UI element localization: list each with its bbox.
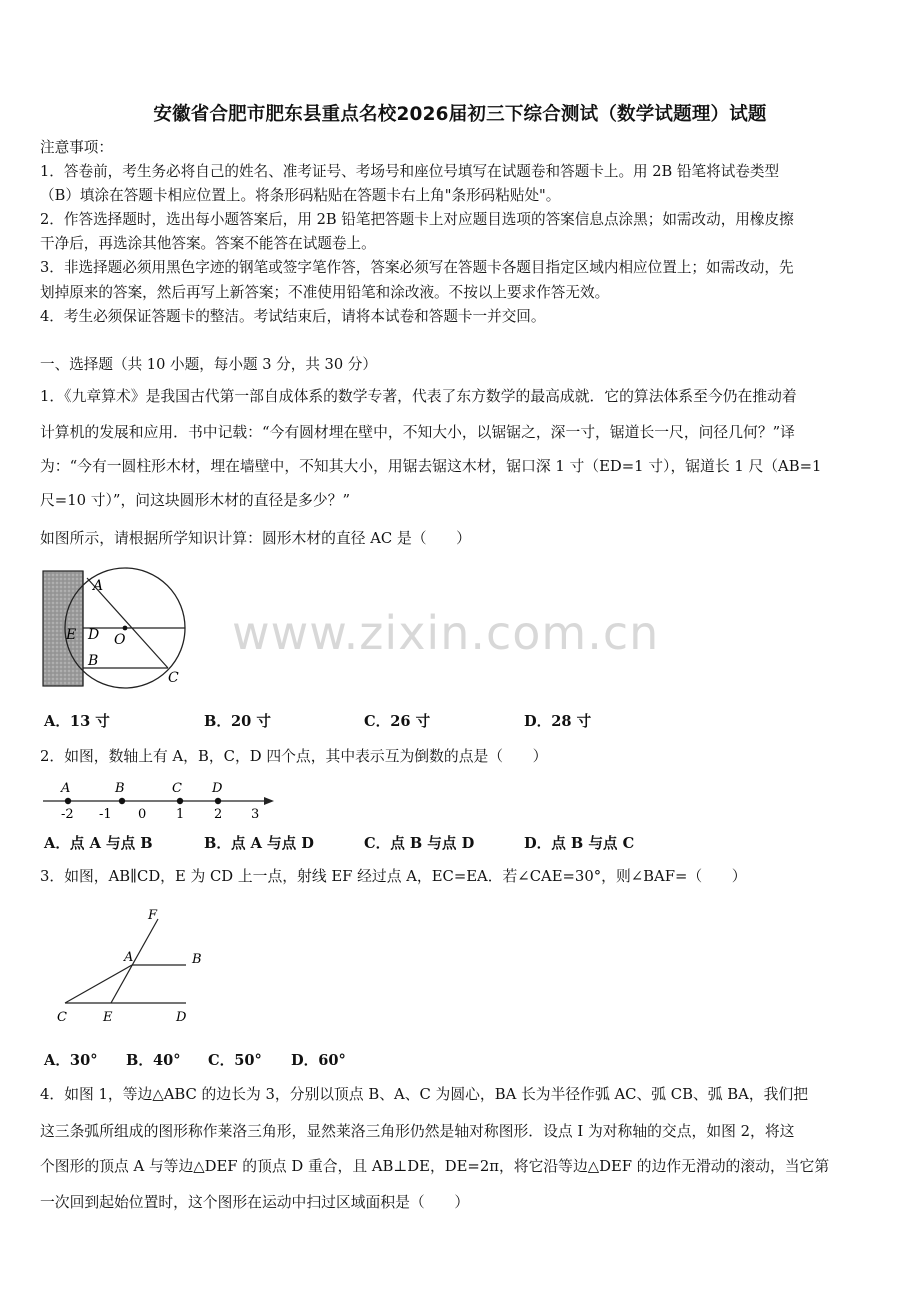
q1-stem-line: 1．《九章算术》是我国古代第一部自成体系的数学专著，代表了东方数学的最高成就．它的算法体系至今仍在推动着 — [40, 388, 797, 405]
label-a: A — [93, 578, 104, 594]
option-text: 30° — [69, 1052, 98, 1069]
option-text: 40° — [152, 1052, 181, 1069]
label-a: A — [124, 950, 134, 965]
point-b — [119, 798, 125, 804]
notice-line: 3．非选择题必须用黑色字迹的钢笔或签字笔作答，答案必须写在答题卡各题目指定区域内相应位置上；如需改动，先 — [40, 259, 794, 276]
q3-option-c[interactable] — [208, 1049, 262, 1070]
option-text: 20 寸 — [230, 713, 271, 730]
q1-stem-line: 为：“今有一圆柱形木材，埋在墙壁中，不知其大小，用锯去锯这木材，锯口深 1 寸（ED=1 寸），锯道长 1 尺（AB=1 — [40, 458, 822, 475]
tick-label: -1 — [99, 807, 112, 822]
notice-line: 4．考生必须保证答题卡的整洁。考试结束后，请将本试卷和答题卡一并交回。 — [40, 308, 546, 325]
q2-option-c[interactable] — [364, 832, 474, 853]
option-text: 点 A 与点 D — [230, 835, 314, 852]
notice-line: 划掉原来的答案，然后再写上新答案；不准使用铅笔和涂改液。不按以上要求作答无效。 — [40, 284, 610, 301]
option-text: 点 A 与点 B — [69, 835, 153, 852]
notice-line: （B）填涂在答题卡相应位置上。将条形码粘贴在答题卡右上角"条形码粘贴处"。 — [40, 187, 561, 204]
point-d — [215, 798, 221, 804]
option-text: 26 寸 — [390, 713, 431, 730]
page-title: 安徽省合肥市肥东县重点名校2026届初三下综合测试（数学试题理）试题 — [153, 104, 767, 125]
point-label-a: A — [61, 781, 71, 796]
q1-stem-line: 计算机的发展和应用．书中记载：“今有圆材埋在壁中，不知大小，以锯锯之，深一寸，锯道长一尺，问径几何？”译 — [40, 424, 795, 441]
point-label-c: C — [172, 781, 182, 796]
option-text: 点 B 与点 D — [390, 835, 475, 852]
label-d: D — [176, 1010, 187, 1025]
option-text: 50° — [234, 1052, 262, 1069]
q2-stem: 2．如图，数轴上有 A，B，C，D 四个点，其中表示互为倒数的点是（ ） — [40, 748, 548, 765]
q2-number-line — [40, 776, 280, 822]
q4-stem-line: 这三条弧所组成的图形称作莱洛三角形，显然莱洛三角形仍然是轴对称图形．设点 I 为对称轴的交点，如图 2，将这 — [40, 1123, 795, 1140]
wall-shape — [43, 571, 83, 686]
notice-line: 2．作答选择题时，选出每小题答案后，用 2B 铅笔把答题卡上对应题目选项的答案信息点涂黑；如需改动，用橡皮擦 — [40, 211, 794, 228]
q2-option-d[interactable] — [524, 832, 634, 853]
q1-stem-line: 如图所示，请根据所学知识计算：圆形木材的直径 AC 是（ ） — [40, 530, 471, 547]
label-c: C — [168, 670, 179, 686]
option-letter: C． — [364, 713, 391, 730]
point-label-d: D — [212, 781, 223, 796]
label-d: D — [88, 627, 100, 643]
q3-figure — [52, 905, 212, 1027]
option-text: 60° — [318, 1052, 346, 1069]
option-text: 28 寸 — [551, 713, 592, 730]
option-text: 13 寸 — [69, 713, 110, 730]
axis-arrow — [264, 797, 274, 805]
section-heading: 一、选择题（共 10 小题，每小题 3 分，共 30 分） — [40, 356, 377, 373]
tick-label: 0 — [138, 807, 147, 822]
label-o: O — [114, 632, 126, 648]
notice-heading: 注意事项： — [40, 139, 113, 156]
q1-option-a[interactable] — [44, 710, 110, 731]
q3-stem: 3．如图，AB∥CD，E 为 CD 上一点，射线 EF 经过点 A，EC=EA．若∠CAE=30°，则∠BAF=（ ） — [40, 868, 747, 885]
option-letter: B． — [126, 1052, 153, 1069]
notice-line: 1．答卷前，考生务必将自己的姓名、准考证号、考场号和座位号填写在试题卷和答题卡上。用 2B 铅笔将试卷类型 — [40, 163, 780, 180]
notice-line: 干净后，再选涂其他答案。答案不能答在试题卷上。 — [40, 235, 376, 252]
option-letter: A． — [44, 1052, 70, 1069]
q1-option-d[interactable] — [524, 710, 591, 731]
q2-option-b[interactable] — [204, 832, 314, 853]
q1-figure — [40, 566, 190, 690]
point-a — [65, 798, 71, 804]
q1-option-b[interactable] — [204, 710, 271, 731]
option-letter: A． — [44, 835, 70, 852]
tick-label: 1 — [176, 807, 185, 822]
ray-ef — [111, 919, 158, 1003]
q1-stem-line: 尺=10 寸）”，问这块圆形木材的直径是多少？” — [40, 492, 351, 509]
tick-label: 3 — [251, 807, 260, 822]
option-text: 点 B 与点 C — [551, 835, 635, 852]
q3-option-d[interactable] — [291, 1049, 346, 1070]
option-letter: C． — [208, 1052, 235, 1069]
q4-stem-line: 一次回到起始位置时，这个图形在运动中扫过区域面积是（ ） — [40, 1194, 470, 1211]
q3-option-b[interactable] — [126, 1049, 181, 1070]
tick-label: -2 — [61, 807, 74, 822]
watermark: www.zixin.com.cn — [232, 606, 660, 660]
center-point — [123, 626, 128, 631]
label-f: F — [148, 908, 158, 923]
point-label-b: B — [115, 781, 125, 796]
option-letter: C． — [364, 835, 391, 852]
label-e: E — [66, 627, 77, 643]
option-letter: B． — [204, 835, 231, 852]
label-c: C — [57, 1010, 67, 1025]
option-letter: D． — [524, 835, 552, 852]
label-b: B — [192, 952, 202, 967]
option-letter: B． — [204, 713, 231, 730]
q3-option-a[interactable] — [44, 1049, 98, 1070]
label-b: B — [88, 653, 99, 669]
q4-stem-line: 4．如图 1，等边△ABC 的边长为 3，分别以顶点 B、A、C 为圆心，BA 长为半径作弧 AC、弧 CB、弧 BA，我们把 — [40, 1086, 809, 1103]
tick-label: 2 — [214, 807, 223, 822]
option-letter: D． — [291, 1052, 319, 1069]
point-c — [177, 798, 183, 804]
q4-stem-line: 个图形的顶点 A 与等边△DEF 的顶点 D 重合，且 AB⊥DE，DE=2π，将它沿等边△DEF 的边作无滑动的滚动，当它第 — [40, 1158, 830, 1175]
option-letter: A． — [44, 713, 70, 730]
q1-option-c[interactable] — [364, 710, 430, 731]
label-e: E — [103, 1010, 113, 1025]
option-letter: D． — [524, 713, 552, 730]
q2-option-a[interactable] — [44, 832, 153, 853]
